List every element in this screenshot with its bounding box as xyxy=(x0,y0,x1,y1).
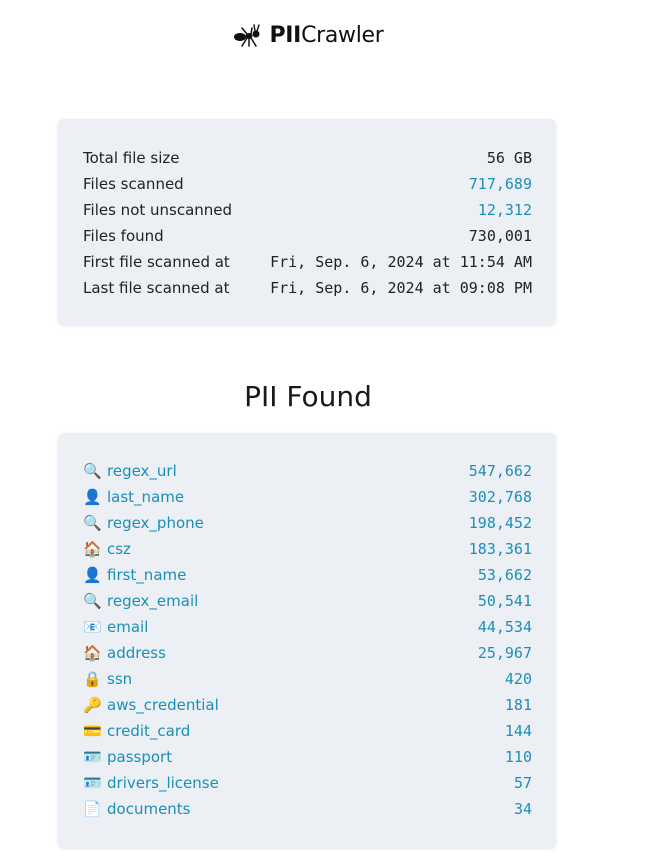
pii-type-link[interactable] xyxy=(83,514,204,532)
pii-row[interactable] xyxy=(83,562,532,588)
stat-row-first-scanned xyxy=(83,249,532,275)
lock-icon: 🔒 xyxy=(83,670,102,688)
pii-type-label[interactable]: first_name xyxy=(107,566,187,584)
id-card-icon: 🪪 xyxy=(83,774,102,792)
magnifier-icon: 🔍 xyxy=(83,462,102,480)
pii-found-card xyxy=(58,433,556,848)
pii-type-label[interactable]: passport xyxy=(107,748,173,766)
stat-row-last-scanned xyxy=(83,275,532,301)
pii-type-link[interactable] xyxy=(83,540,131,558)
pii-count[interactable]: 50,541 xyxy=(477,592,532,610)
pii-row[interactable] xyxy=(83,692,532,718)
stat-label: Total file size xyxy=(83,149,180,167)
pii-type-link[interactable] xyxy=(83,774,219,792)
stat-label: Files not unscanned xyxy=(83,201,233,219)
brand-name xyxy=(269,23,383,48)
stat-row-files-unscanned xyxy=(83,197,532,223)
pii-row[interactable] xyxy=(83,666,532,692)
stat-label: Last file scanned at xyxy=(83,279,230,297)
pii-row[interactable] xyxy=(83,640,532,666)
stat-value: Fri, Sep. 6, 2024 at 11:54 AM xyxy=(270,253,532,271)
document-icon: 📄 xyxy=(83,800,102,818)
pii-row[interactable] xyxy=(83,770,532,796)
ant-logo-icon xyxy=(232,22,266,48)
stat-value: Fri, Sep. 6, 2024 at 09:08 PM xyxy=(270,279,532,297)
pii-type-label[interactable]: drivers_license xyxy=(107,774,219,792)
pii-row[interactable] xyxy=(83,614,532,640)
pii-row[interactable] xyxy=(83,744,532,770)
stat-label: Files scanned xyxy=(83,175,184,193)
app-logo[interactable] xyxy=(0,22,616,48)
house-icon: 🏠 xyxy=(83,540,102,558)
pii-section-title: PII Found xyxy=(244,380,372,413)
stat-label: Files found xyxy=(83,227,164,245)
pii-row[interactable] xyxy=(83,458,532,484)
pii-type-label[interactable]: ssn xyxy=(107,670,133,688)
pii-type-link[interactable] xyxy=(83,696,219,714)
pii-count[interactable]: 183,361 xyxy=(468,540,532,558)
pii-type-label[interactable]: address xyxy=(107,644,166,662)
pii-count[interactable]: 144 xyxy=(504,722,532,740)
brand-name-bold: PII xyxy=(269,22,302,48)
pii-type-link[interactable] xyxy=(83,722,190,740)
pii-count[interactable]: 547,662 xyxy=(468,462,532,480)
pii-type-label[interactable]: credit_card xyxy=(107,722,191,740)
pii-count[interactable]: 420 xyxy=(504,670,532,688)
pii-row[interactable] xyxy=(83,718,532,744)
pii-count[interactable]: 34 xyxy=(513,800,532,818)
pii-row[interactable] xyxy=(83,796,532,822)
brand-name-regular: Crawler xyxy=(301,22,384,48)
pii-count[interactable]: 44,534 xyxy=(477,618,532,636)
pii-count[interactable]: 181 xyxy=(504,696,532,714)
person-icon: 👤 xyxy=(83,566,102,584)
pii-type-link[interactable] xyxy=(83,566,186,584)
stat-label: First file scanned at xyxy=(83,253,230,271)
pii-count[interactable]: 25,967 xyxy=(477,644,532,662)
id-card-icon: 🪪 xyxy=(83,748,102,766)
pii-count[interactable]: 57 xyxy=(513,774,532,792)
pii-row[interactable] xyxy=(83,588,532,614)
pii-count[interactable]: 302,768 xyxy=(468,488,532,506)
pii-count[interactable]: 110 xyxy=(504,748,532,766)
pii-row[interactable] xyxy=(83,536,532,562)
pii-type-label[interactable]: email xyxy=(107,618,149,636)
pii-type-link[interactable] xyxy=(83,670,132,688)
stat-row-files-scanned xyxy=(83,171,532,197)
credit-card-icon: 💳 xyxy=(83,722,102,740)
pii-type-label[interactable]: aws_credential xyxy=(107,696,219,714)
pii-type-label[interactable]: documents xyxy=(107,800,191,818)
pii-type-link[interactable] xyxy=(83,748,172,766)
person-icon: 👤 xyxy=(83,488,102,506)
stat-value-link[interactable]: 12,312 xyxy=(477,201,532,219)
pii-count[interactable]: 198,452 xyxy=(468,514,532,532)
pii-type-link[interactable] xyxy=(83,592,198,610)
pii-row[interactable] xyxy=(83,484,532,510)
pii-type-link[interactable] xyxy=(83,488,184,506)
magnifier-icon: 🔍 xyxy=(83,592,102,610)
scan-stats-card xyxy=(58,119,556,325)
pii-count[interactable]: 53,662 xyxy=(477,566,532,584)
pii-type-label[interactable]: regex_phone xyxy=(107,514,204,532)
stat-row-total-size xyxy=(83,145,532,171)
key-icon: 🔑 xyxy=(83,696,102,714)
magnifier-icon: 🔍 xyxy=(83,514,102,532)
pii-type-label[interactable]: regex_email xyxy=(107,592,199,610)
stat-value-link[interactable]: 717,689 xyxy=(468,175,532,193)
pii-type-link[interactable] xyxy=(83,800,191,818)
email-icon: 📧 xyxy=(83,618,102,636)
pii-type-link[interactable] xyxy=(83,644,166,662)
pii-type-label[interactable]: last_name xyxy=(107,488,185,506)
pii-row[interactable] xyxy=(83,510,532,536)
pii-type-label[interactable]: csz xyxy=(107,540,131,558)
pii-type-label[interactable]: regex_url xyxy=(107,462,177,480)
pii-type-link[interactable] xyxy=(83,462,177,480)
stat-value: 730,001 xyxy=(468,227,532,245)
stat-value: 56 GB xyxy=(486,149,532,167)
pii-type-link[interactable] xyxy=(83,618,148,636)
house-icon: 🏠 xyxy=(83,644,102,662)
stat-row-files-found xyxy=(83,223,532,249)
